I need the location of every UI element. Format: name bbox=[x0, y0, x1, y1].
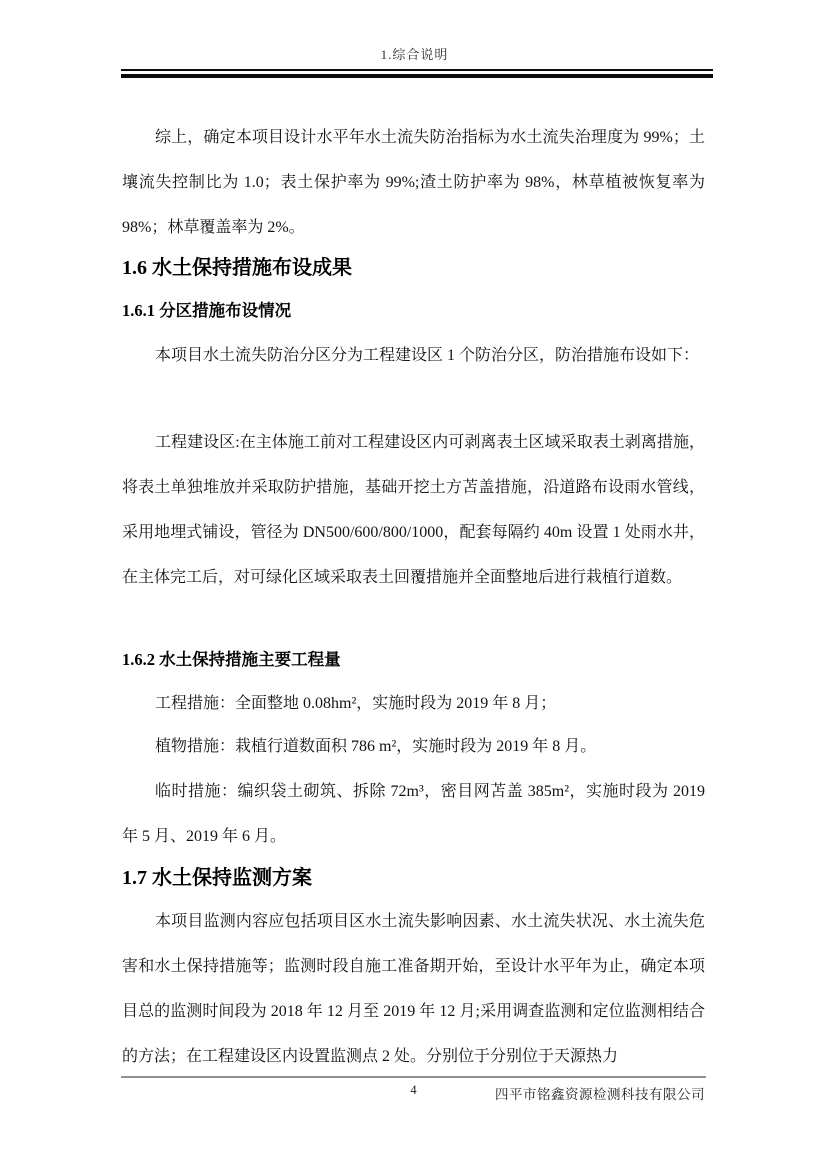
section-heading-1-7: 1.7 水土保持监测方案 bbox=[122, 866, 312, 889]
footer-page-number: 4 bbox=[410, 1083, 417, 1097]
paragraph-temporary-measures: 临时措施：编织袋土砌筑、拆除 72m³，密目网苫盖 385m²，实施时段为 2019 年 5 月、2019 年 6 月。 bbox=[122, 783, 705, 845]
section-heading-1-6: 1.6 水土保持措施布设成果 bbox=[122, 256, 352, 279]
footer-company-name: 四平市铭鑫资源检测科技有限公司 bbox=[495, 1087, 705, 1102]
footer-divider bbox=[121, 1076, 706, 1078]
header-divider bbox=[121, 69, 713, 78]
paragraph-construction-area-measures: 工程建设区:在主体施工前对工程建设区内可剥离表土区域采取表土剥离措施，将表土单独堆放并采取防护措施，基础开挖土方苫盖措施，沿道路布设雨水管线，采用地埋式铺设，管径为 DN500/600/800/1000，配套每隔约 40m 设置 1 处雨水井，在主体完工后，对可绿化区域采取表土回覆措施并全面整地后进行栽植行道数。 bbox=[122, 434, 705, 586]
paragraph-monitoring-plan: 本项目监测内容应包括项目区水土流失影响因素、水土流失状况、水土流失危害和水土保持措施等；监测时段自施工准备期开始，至设计水平年为止，确定本项目总的监测时间段为 2018 年 12 月至 2019 年 12 月;采用调查监测和定位监测相结合的方法；在工程建设区内设置监测点 2 处。分别位于分别位于天源热力 bbox=[122, 913, 705, 1065]
paragraph-zoning-intro: 本项目水土流失防治分区分为工程建设区 1 个防治分区，防治措施布设如下： bbox=[155, 347, 700, 364]
section-heading-1-6-1: 1.6.1 分区措施布设情况 bbox=[122, 300, 292, 320]
header-chapter-title: 1.综合说明 bbox=[380, 47, 449, 62]
paragraph-engineering-measures: 工程措施：全面整地 0.08hm²，实施时段为 2019 年 8 月； bbox=[155, 695, 557, 712]
paragraph-plant-measures: 植物措施：栽植行道数面积 786 m²，实施时段为 2019 年 8 月。 bbox=[155, 738, 597, 755]
footer bbox=[122, 1081, 705, 1103]
section-heading-1-6-2: 1.6.2 水土保持措施主要工程量 bbox=[122, 649, 341, 669]
paragraph-prevention-targets: 综上，确定本项目设计水平年水土流失防治指标为水土流失治理度为 99%；土壤流失控制比为 1.0；表土保护率为 99%;渣土防护率为 98%，林草植被恢复率为 98%；林草覆盖率为 2%。 bbox=[122, 129, 705, 236]
